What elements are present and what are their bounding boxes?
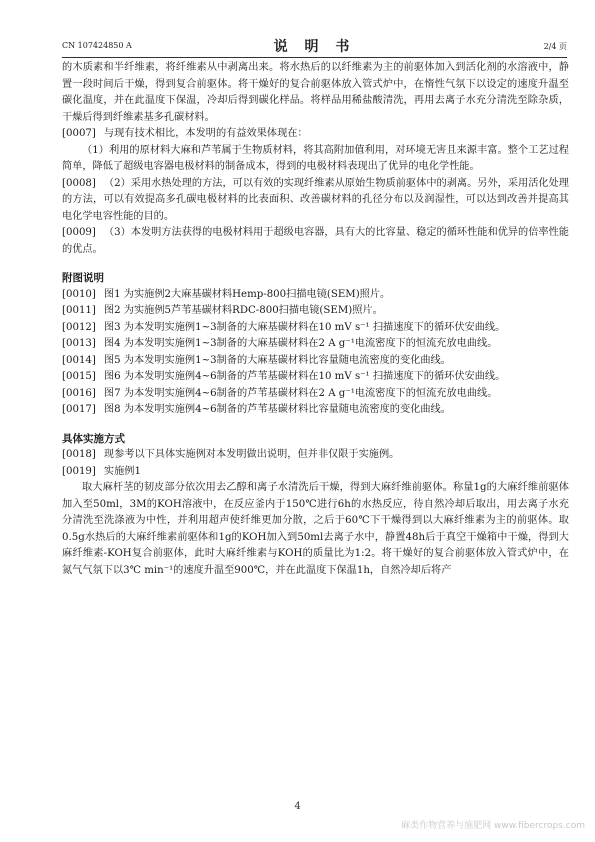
paragraph-number: [0014] xyxy=(62,354,96,366)
site-watermark: 麻类作物营养与施肥网 www.fibercrops.com xyxy=(401,821,585,831)
paragraph-number: [0017] xyxy=(62,404,96,415)
page-header xyxy=(62,36,567,54)
paragraph-0018 xyxy=(62,447,569,464)
page-info: 2/4 页 xyxy=(543,42,567,51)
figure-caption: 图8 为本发明实施例4~6制备的芦苇基碳材料比容量随电流密度的变化曲线。 xyxy=(103,404,451,415)
paragraph-text: 与现有技术相比，本发明的有益效果体现在： xyxy=(103,128,308,139)
header-rule xyxy=(62,57,567,58)
paragraph-number: [0013] xyxy=(62,338,96,349)
document-body xyxy=(62,60,569,579)
paragraph-number: [0015] xyxy=(62,371,96,382)
paragraph-number: [0009] xyxy=(62,227,96,238)
section-heading-implementation: 具体实施方式 xyxy=(62,432,125,445)
paragraph-number: [0019] xyxy=(62,465,96,477)
paragraph-effect-1: （1）利用的原材料大麻和芦苇属于生物质材料，将其高附加值利用，对环境无害且来源丰富。整个工艺过程简单，降低了超级电容器电极材料的制备成本，得到的电极材料表现出了优异的电化学性能。 xyxy=(62,144,569,172)
paragraph-0019 xyxy=(62,464,569,481)
paragraph-0009 xyxy=(62,225,569,258)
paragraph-0007 xyxy=(62,126,569,143)
paragraph-text: （3）本发明方法获得的电极材料用于超级电容器，具有大的比容量、稳定的循环性能和优异的倍率性能的优点。 xyxy=(62,227,569,255)
paragraph-number: [0018] xyxy=(62,449,96,460)
paragraph-text: （2）采用水热处理的方法，可以有效的实现纤维素从原始生物质前驱体中的剥离。另外，采用活化处理的方法，可以有效提高多孔碳电极材料的比表面积、改善碳材料的孔径分布以及润湿性，可以达到改善并提高其电化学电容性能的目的。 xyxy=(62,177,569,222)
paragraph-number: [0008] xyxy=(62,177,96,189)
figure-item xyxy=(62,303,569,320)
paragraph-example-body: 取大麻杆茎的韧皮部分依次用去乙醇和离子水清洗后干燥，得到大麻纤维前驱体。称量1g的大麻纤维前驱体加入至50ml，3M的KOH溶液中，在反应釜内于150℃进行6h的水热反应，待自然冷却后取出，用去离子水充分清洗至洗涤液为中性，并利用超声使纤维更加分散，之后于60℃下干燥得到以大麻纤维素为主的前驱体。取0.5g水热后的大麻纤维素前驱体和1g的KOH加入到50ml去离子水中，静置48h后于真空干燥箱中干燥，得到大麻纤维素-KOH复合前驱体，此时大麻纤维素与KOH的质量比为1:2。将干燥好的复合前驱体放入管式炉中，在氮气气氛下以3℃ min⁻¹的速度升温至900℃，并在此温度下保温1h，自然冷却后将产 xyxy=(62,482,569,576)
figure-item xyxy=(62,353,569,370)
figure-caption: 图5 为本发明实施例1~3制备的大麻基碳材料比容量随电流密度的变化曲线。 xyxy=(103,354,451,366)
document-title: 说 明 书 xyxy=(273,39,356,55)
page-number: 4 xyxy=(294,801,301,812)
figure-caption: 图7 为本发明实施例4~6制备的芦苇基碳材料在2 A g⁻¹电流密度下的恒流充放电曲线。 xyxy=(103,387,498,399)
figure-item xyxy=(62,336,569,353)
figure-caption: 图6 为本发明实施例4~6制备的芦苇基碳材料在10 mV s⁻¹ 扫描速度下的循环伏安曲线。 xyxy=(103,371,506,382)
figure-caption: 图2 为实施例5芦苇基碳材料RDC-800扫描电镜(SEM)照片。 xyxy=(103,305,383,316)
figure-caption: 图4 为本发明实施例1~3制备的大麻基碳材料在2 A g⁻¹电流密度下的恒流充放电曲线。 xyxy=(103,338,498,349)
figure-caption: 图1 为实施例2大麻基碳材料Hemp-800扫描电镜(SEM)照片。 xyxy=(103,288,391,300)
paragraph-text: 实施例1 xyxy=(103,465,141,477)
figure-item xyxy=(62,402,569,419)
figure-item xyxy=(62,369,569,386)
paragraph-number: [0011] xyxy=(62,305,96,316)
figure-caption: 图3 为本发明实施例1~3制备的大麻基碳材料在10 mV s⁻¹ 扫描速度下的循环伏安曲线。 xyxy=(103,321,506,333)
paragraph-number: [0012] xyxy=(62,321,96,333)
figure-item xyxy=(62,287,569,304)
paragraph-text: 现参考以下具体实施例对本发明做出说明，但并非仅限于实施例。 xyxy=(103,449,400,460)
paragraph-number: [0016] xyxy=(62,387,96,399)
paragraph-number: [0010] xyxy=(62,288,96,300)
paragraph-continued: 的木质素和半纤维素，将纤维素从中剥离出来。将水热后的以纤维素为主的前驱体加入到活化剂的水溶液中，静置一段时间后干燥，得到复合前驱体。将干燥好的复合前驱体放入管式炉中，在惰性气氛下以设定的速度升温至碳化温度，并在此温度下保温，冷却后得到碳化样品。将样品用稀盐酸清洗，再用去离子水充分清洗至除杂质，干燥后得到纤维素基多孔碳材料。 xyxy=(62,62,569,123)
figure-item xyxy=(62,320,569,337)
paragraph-number: [0007] xyxy=(62,128,96,139)
section-heading-figures: 附图说明 xyxy=(62,272,104,284)
figure-item xyxy=(62,386,569,403)
publication-number: CN 107424850 A xyxy=(62,41,132,50)
paragraph-0008 xyxy=(62,176,569,226)
